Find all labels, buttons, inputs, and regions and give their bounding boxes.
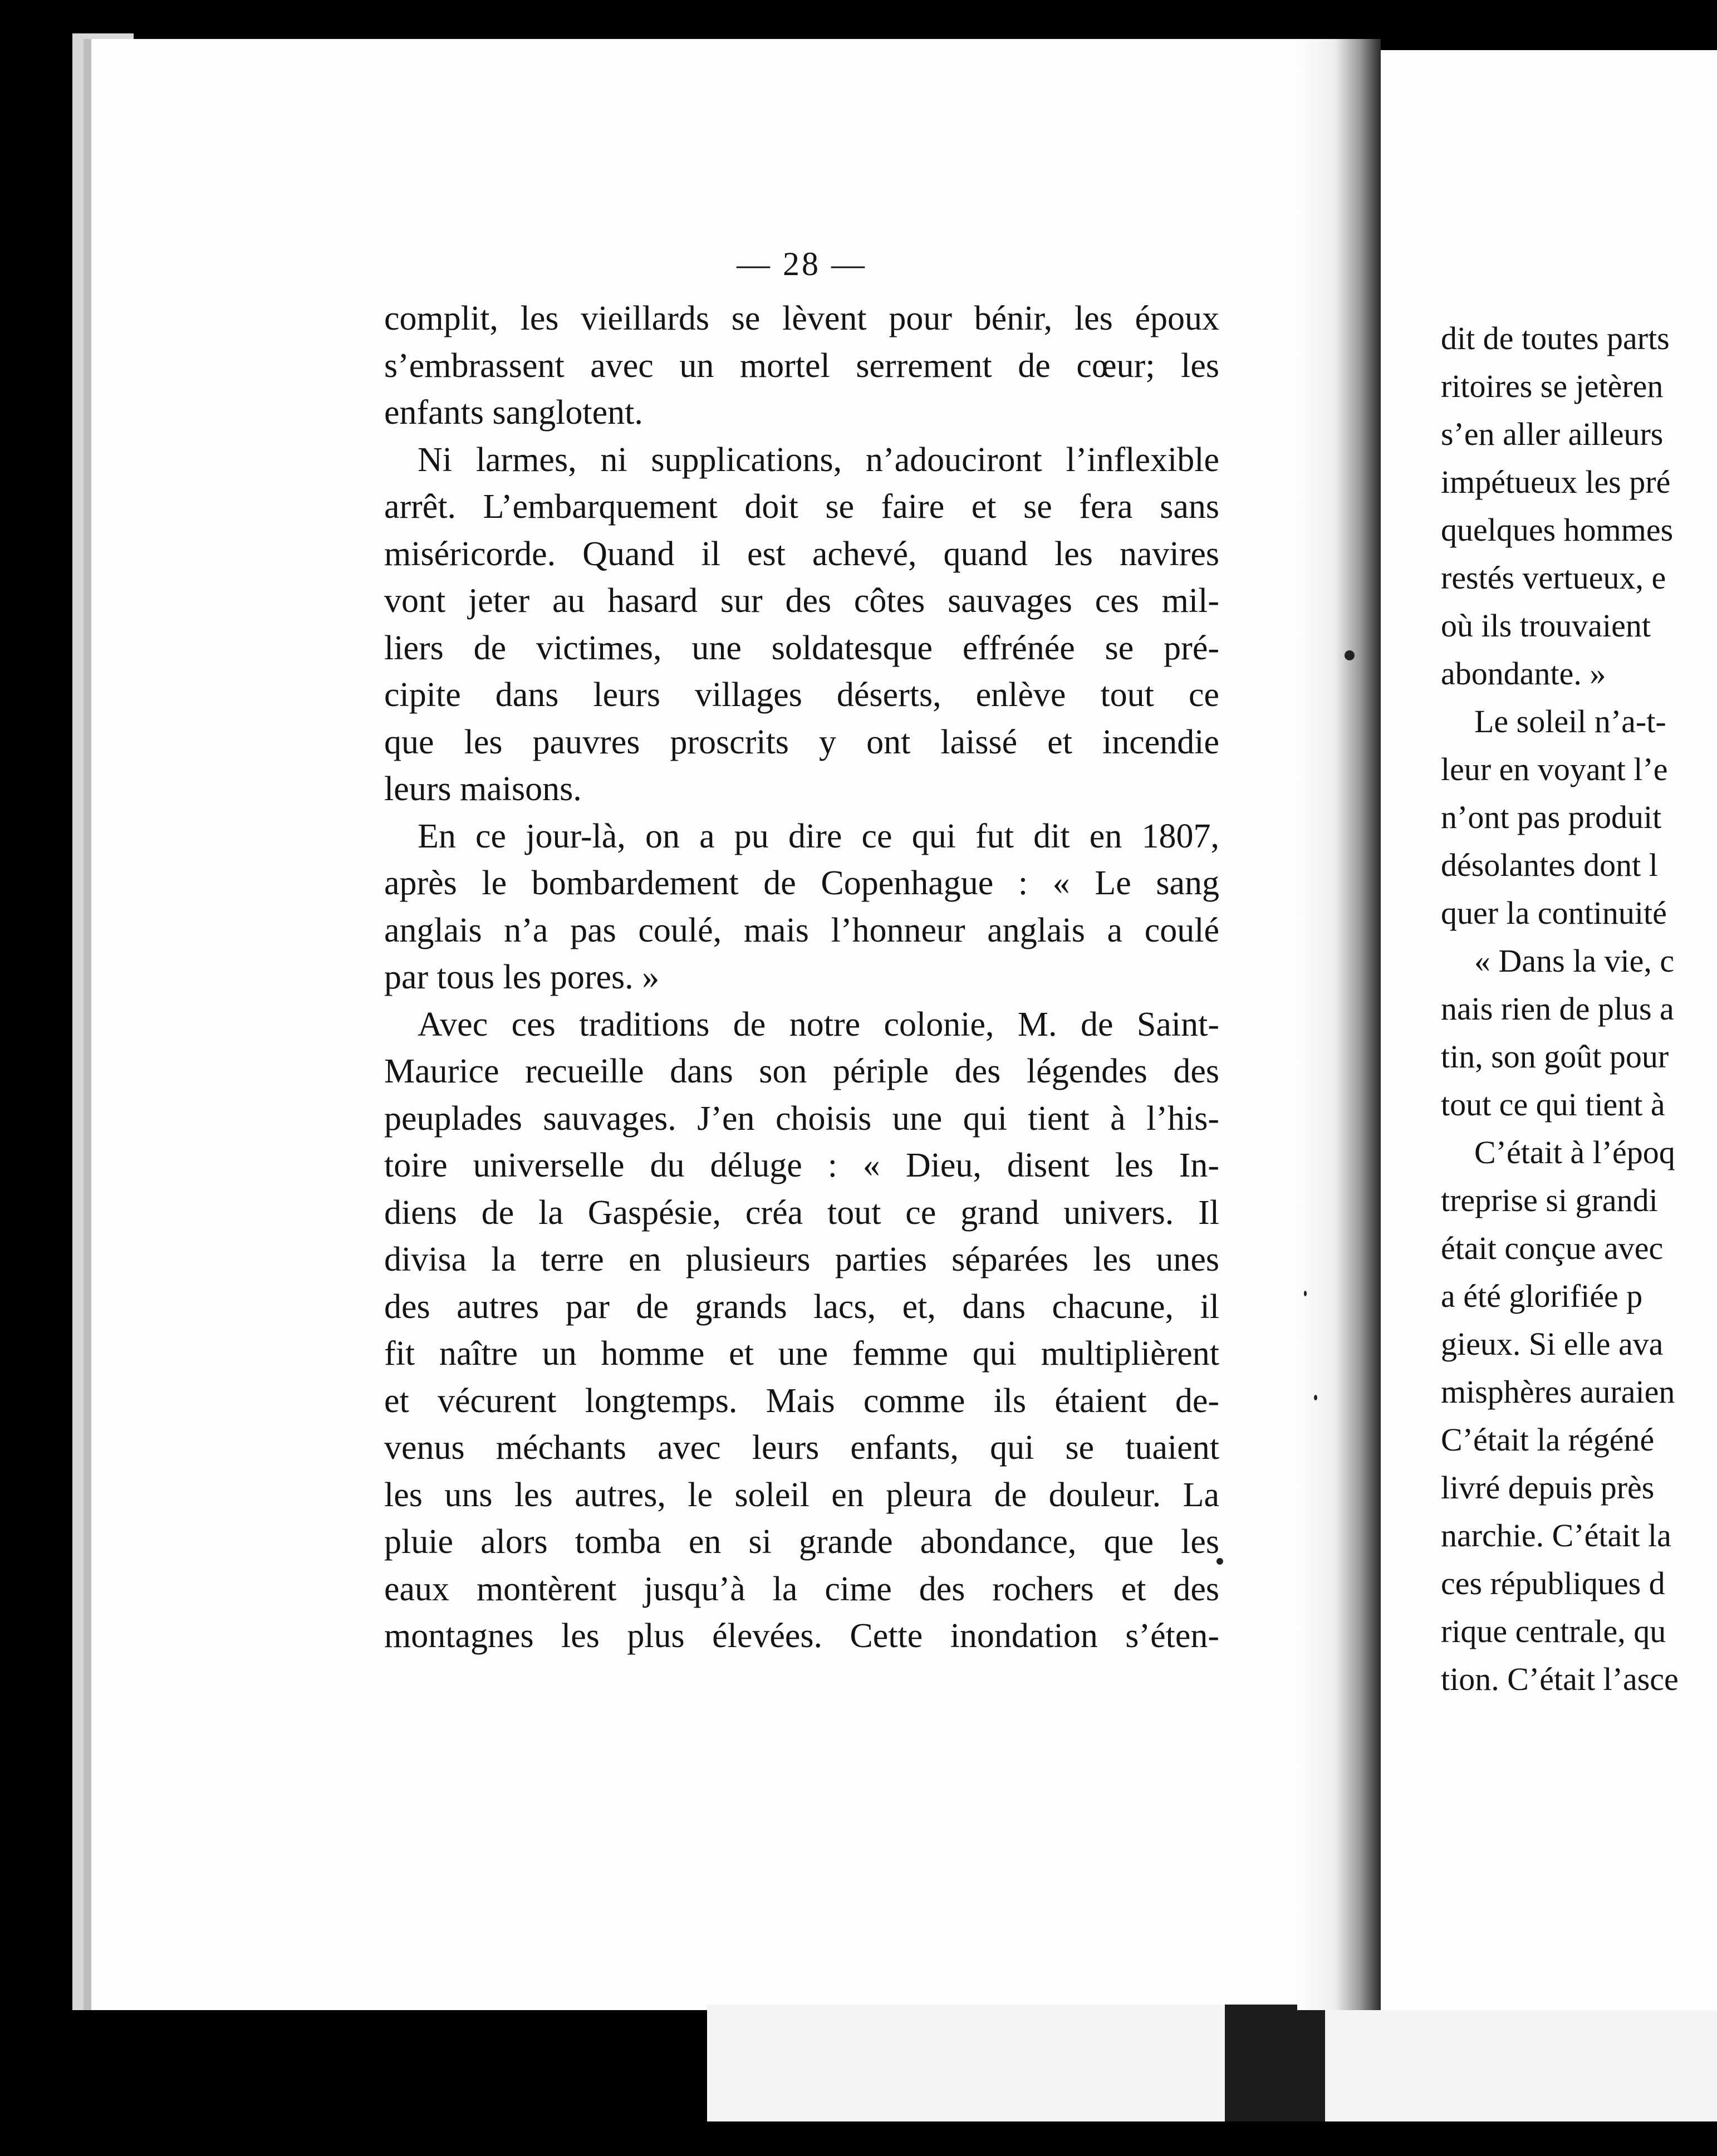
text-line: C’était la régéné (1441, 1422, 1655, 1458)
text-line: « Dans la vie, c (1474, 943, 1675, 979)
text-line: Maurice recueille dans son périple des légendes des (384, 1052, 1219, 1090)
text-line: des autres par de grands lacs, et, dans chacune, il (384, 1287, 1219, 1326)
text-line: liers de victimes, une soldatesque effrénée se pré- (384, 629, 1219, 667)
text-line: leur en voyant l’e (1441, 751, 1668, 787)
text-line: eaux montèrent jusqu’à la cime des rochers et des (384, 1570, 1219, 1608)
text-line: C’était à l’époq (1474, 1134, 1675, 1170)
text-line: misphères auraien (1441, 1374, 1675, 1410)
text-line: par tous les pores. » (384, 958, 660, 996)
text-line: fit naître un homme et une femme qui multiplièrent (384, 1335, 1219, 1373)
text-line: tion. C’était l’asce (1441, 1661, 1679, 1697)
right-page (1358, 50, 1717, 2010)
text-line: narchie. C’était la (1441, 1517, 1671, 1554)
text-line: quer la continuité (1441, 895, 1667, 931)
text-line: peuplades sauvages. J’en choisis une qui tient à l’his- (384, 1099, 1219, 1138)
text-line: Ni larmes, ni supplications, n’adouciront l’inflexible (418, 440, 1219, 479)
text-line: cipite dans leurs villages déserts, enlève tout ce (384, 676, 1219, 714)
text-line: Avec ces traditions de notre colonie, M. de Saint- (418, 1005, 1219, 1043)
text-line: En ce jour-là, on a pu dire ce qui fut dit en 1807, (418, 817, 1219, 855)
speck (1314, 1395, 1317, 1400)
text-line: diens de la Gaspésie, créa tout ce grand univers. Il (384, 1193, 1219, 1232)
text-line: dit de toutes parts (1441, 320, 1670, 356)
bottom-page-edge (707, 2005, 1717, 2121)
text-line: où ils trouvaient (1441, 607, 1651, 644)
text-line: toire universelle du déluge : « Dieu, disent les In- (384, 1146, 1219, 1184)
text-line: n’ont pas produit (1441, 799, 1662, 835)
text-line: montagnes les plus élevées. Cette inondation s’éten- (384, 1617, 1219, 1655)
text-line: les uns les autres, le soleil en pleura de douleur. La (384, 1476, 1219, 1514)
text-line: pluie alors tomba en si grande abondance, que les (384, 1523, 1219, 1561)
page-number: — 28 — (737, 246, 867, 282)
text-line: tin, son goût pour (1441, 1038, 1669, 1075)
text-line: après le bombardement de Copenhague : « Le sang (384, 864, 1219, 902)
text-line: rique centrale, qu (1441, 1613, 1666, 1649)
text-line: abondante. » (1441, 655, 1606, 692)
text-line: que les pauvres proscrits y ont laissé et incendie (384, 723, 1219, 761)
book-gutter (1297, 39, 1381, 2010)
text-line: enfants sanglotent. (384, 394, 643, 432)
text-line: venus méchants avec leurs enfants, qui se tuaient (384, 1429, 1219, 1467)
text-line: quelques hommes (1441, 512, 1674, 548)
text-line: était conçue avec (1441, 1230, 1664, 1266)
text-line: ces républiques d (1441, 1565, 1665, 1601)
text-line: s’embrassent avec un mortel serrement de cœur; les (384, 346, 1219, 385)
text-line: ritoires se jetèren (1441, 368, 1664, 404)
text-line: leurs maisons. (384, 770, 582, 808)
spine-shadow (1225, 2005, 1325, 2121)
text-line: arrêt. L’embarquement doit se faire et se fera sans (384, 488, 1219, 526)
text-line: treprise si grandi (1441, 1182, 1658, 1218)
text-line: anglais n’a pas coulé, mais l’honneur anglais a coulé (384, 911, 1219, 949)
text-line: miséricorde. Quand il est achevé, quand les navires (384, 535, 1219, 573)
text-line: désolantes dont l (1441, 847, 1658, 883)
text-line: complit, les vieillards se lèvent pour bénir, les époux (384, 300, 1219, 337)
text-line: vont jeter au hasard sur des côtes sauvages ces mil- (384, 582, 1219, 620)
speck (1304, 1291, 1307, 1296)
text-line: s’en aller ailleurs (1441, 416, 1664, 452)
text-line: et vécurent longtemps. Mais comme ils étaient de- (384, 1381, 1219, 1420)
text-line: a été glorifiée p (1441, 1278, 1643, 1314)
text-line: divisa la terre en plusieurs parties séparées les unes (384, 1241, 1219, 1278)
speck (1345, 650, 1355, 660)
text-line: nais rien de plus a (1441, 991, 1674, 1027)
text-line: Le soleil n’a-t- (1474, 703, 1666, 739)
text-line: livré depuis près (1441, 1469, 1655, 1506)
text-line: gieux. Si elle ava (1441, 1326, 1664, 1362)
text-line: impétueux les pré (1441, 464, 1671, 500)
left-page-text (384, 295, 1219, 1660)
text-line: tout ce qui tient à (1441, 1086, 1665, 1123)
text-line: restés vertueux, e (1441, 560, 1666, 596)
